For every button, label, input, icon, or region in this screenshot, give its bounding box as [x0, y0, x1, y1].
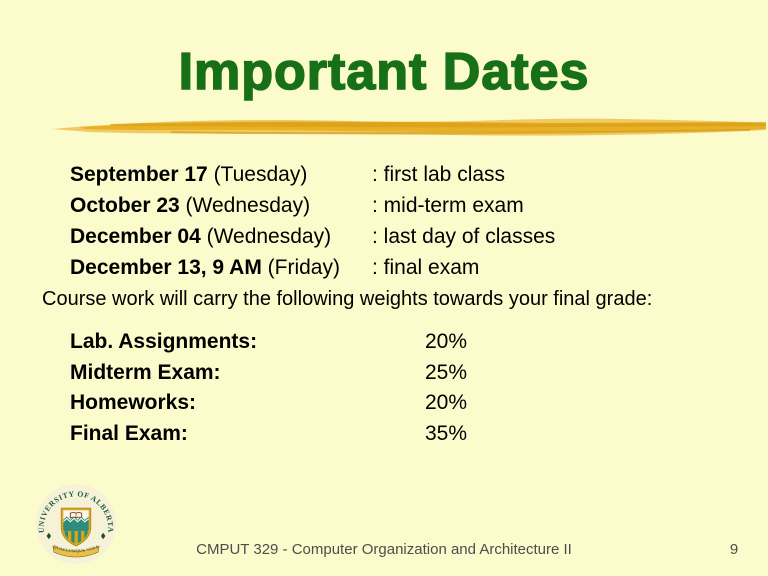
- weight-row: [70, 358, 570, 389]
- date-bold: December 13, 9 AM: [70, 256, 262, 279]
- page-title: Important Dates: [178, 43, 590, 101]
- weight-label: Midterm Exam:: [70, 360, 221, 384]
- date-text: [70, 159, 372, 190]
- weight-row: [70, 327, 570, 358]
- weights-table: [70, 327, 570, 449]
- date-row: [70, 252, 730, 283]
- date-text: [70, 190, 372, 221]
- weight-label: Homeworks:: [70, 391, 197, 414]
- date-text: [70, 252, 372, 283]
- date-description: : last day of classes: [372, 225, 556, 248]
- date-day: (Tuesday): [207, 163, 308, 186]
- weight-value: 35%: [425, 421, 468, 445]
- footer-course-text: CMPUT 329 - Computer Organization and Architecture II: [196, 541, 572, 558]
- crest-motto-text: QUAECUMQUE VERA: [52, 543, 100, 554]
- weight-row: [70, 388, 570, 419]
- weight-label: Final Exam:: [70, 421, 188, 445]
- weight-row: [70, 419, 570, 450]
- date-day: (Friday): [261, 256, 340, 279]
- date-bold: December 04: [70, 225, 201, 248]
- weight-value: 20%: [425, 391, 468, 414]
- date-day: (Wednesday): [179, 194, 311, 217]
- date-day: (Wednesday): [200, 225, 332, 248]
- date-description: : first lab class: [372, 163, 506, 186]
- weights-intro-text: Course work will carry the following weights towards your final grade:: [42, 288, 653, 310]
- date-description: : final exam: [372, 256, 480, 279]
- important-dates-list: [70, 159, 730, 283]
- weight-value: 25%: [425, 360, 468, 384]
- date-row: [70, 159, 730, 190]
- date-bold: September 17: [70, 163, 208, 186]
- date-text: [70, 221, 372, 252]
- date-bold: October 23: [70, 194, 180, 217]
- date-row: [70, 221, 730, 252]
- crest-arc-text: UNIVERSITY OF ALBERTA: [36, 489, 116, 534]
- date-row: [70, 190, 730, 221]
- page-number: 9: [729, 541, 739, 558]
- title-underline-brushstroke-icon: [50, 110, 768, 140]
- weight-value: 20%: [425, 330, 468, 353]
- date-description: : mid-term exam: [372, 194, 524, 217]
- weight-label: Lab. Assignments:: [70, 330, 258, 353]
